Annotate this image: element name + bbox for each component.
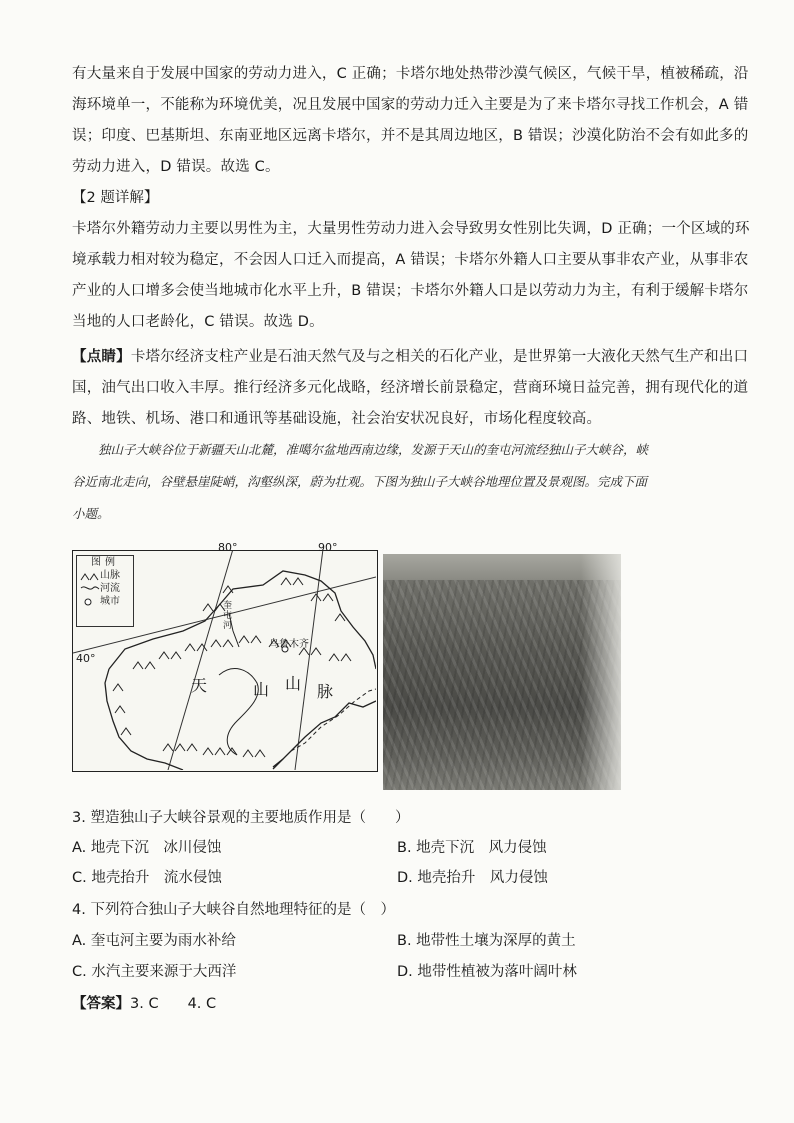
- q4-option-c[interactable]: C. 水汽主要来源于大西洋: [72, 964, 237, 980]
- region-boundary: [105, 571, 376, 770]
- answer-text: 3. C 4. C: [130, 996, 217, 1012]
- range-char-4: 脉: [317, 682, 334, 701]
- legend-title: 图例: [91, 557, 119, 568]
- text-line: 误；印度、巴基斯坦、东南亚地区远离卡塔尔，并不是其周边地区，B 错误；沙漠化防治不会有如此多的: [72, 128, 749, 144]
- range-char-2: 山: [253, 680, 270, 699]
- comment-paragraph: [72, 342, 749, 435]
- range-char-3: 山: [285, 674, 302, 693]
- city-label: 乌鲁木齐: [269, 639, 309, 650]
- river-legend-icon: [80, 583, 100, 595]
- question-3-stem: 3. 塑造独山子大峡谷景观的主要地质作用是（ ）: [72, 810, 410, 826]
- q2-detail-heading: 【2 题详解】: [72, 190, 159, 206]
- map-legend: [76, 555, 134, 627]
- explanation-q2-paragraph: [72, 214, 750, 338]
- mountain-legend-icon: [80, 570, 100, 582]
- text-line: 独山子大峡谷位于新疆天山北麓，准噶尔盆地西南边缘，发源于天山的奎屯河流经独山子大峡谷，峡: [98, 442, 649, 457]
- canyon-landscape-photo: [383, 554, 621, 790]
- question-4-stem: 4. 下列符合独山子大峡谷自然地理特征的是（ ）: [72, 902, 395, 918]
- answer-label: 【答案】: [72, 996, 130, 1012]
- q3-option-a[interactable]: A. 地壳下沉 冰川侵蚀: [72, 840, 222, 856]
- text-line: 路、地铁、机场、港口和通讯等基础设施，社会治安状况良好，市场化程度较高。: [72, 411, 602, 427]
- latitude-40-label: 40°: [76, 652, 96, 665]
- comment-text: 卡塔尔经济支柱产业是石油天然气及与之相关的石化产业，是世界第一大液化天然气生产和出口: [130, 349, 749, 365]
- passage-intro: [72, 434, 722, 530]
- q4-option-d[interactable]: D. 地带性植被为落叶阔叶林: [397, 964, 577, 980]
- legend-row-river: [77, 582, 133, 595]
- meridian-90: [295, 551, 323, 770]
- text-line: 劳动力进入，D 错误。故选 C。: [72, 159, 280, 175]
- answer-line: [72, 994, 216, 1014]
- legend-label: 城市: [100, 596, 120, 607]
- text-line: 当地的人口老龄化，C 错误。故选 D。: [72, 314, 324, 330]
- longitude-80-label: 80°: [218, 541, 238, 554]
- q4-option-a[interactable]: A. 奎屯河主要为雨水补给: [72, 933, 236, 949]
- longitude-90-label: 90°: [318, 541, 338, 554]
- q3-option-b[interactable]: B. 地壳下沉 风力侵蚀: [397, 840, 547, 856]
- explanation-q1-paragraph: [72, 59, 749, 183]
- q3-option-c[interactable]: C. 地壳抬升 流水侵蚀: [72, 870, 222, 886]
- text-line: 小题。: [72, 506, 110, 521]
- text-line: 卡塔尔外籍劳动力主要以男性为主，大量男性劳动力进入会导致男女性别比失调，D 正确；一个区域的环: [72, 221, 750, 237]
- legend-label: 河流: [100, 583, 120, 594]
- q3-option-d[interactable]: D. 地壳抬升 风力侵蚀: [397, 870, 548, 886]
- legend-label: 山脉: [100, 570, 120, 581]
- text-line: 国，油气出口收入丰厚。推行经济多元化战略，经济增长前景稳定，营商环境日益完善，拥有现代化的道: [72, 380, 749, 396]
- text-line: 产业的人口增多会使当地城市化水平上升，B 错误；卡塔尔外籍人口是以劳动力为主，有利于缓解卡塔尔: [72, 283, 749, 299]
- comment-label: 【点睛】: [72, 349, 131, 365]
- range-char-1: 天: [191, 676, 208, 695]
- text-line: 谷近南北走向，谷壁悬崖陡峭，沟壑纵深，蔚为壮观。下图为独山子大峡谷地理位置及景观图。完成下面: [72, 474, 648, 489]
- text-line: 有大量来自于发展中国家的劳动力进入，C 正确；卡塔尔地处热带沙漠气候区，气候干旱，植被稀疏，沿: [72, 66, 749, 82]
- legend-row-mountain: [77, 569, 133, 582]
- text-line: 境承载力相对较为稳定，不会因人口迁入而提高，A 错误；卡塔尔外籍人口主要从事非农产业，从事非农: [72, 252, 749, 268]
- text-line: 海环境单一，不能称为环境优美，况且发展中国家的劳动力迁入主要是为了来卡塔尔寻找工作机会，A 错: [72, 97, 749, 113]
- legend-row-city: [77, 595, 133, 608]
- text-line: [72, 342, 749, 373]
- city-legend-icon: [80, 596, 100, 608]
- q4-option-b[interactable]: B. 地带性土壤为深厚的黄土: [397, 933, 576, 949]
- river-label: 奎屯河: [223, 601, 233, 631]
- meridian-80: [168, 551, 233, 770]
- photo-edge: [581, 554, 621, 790]
